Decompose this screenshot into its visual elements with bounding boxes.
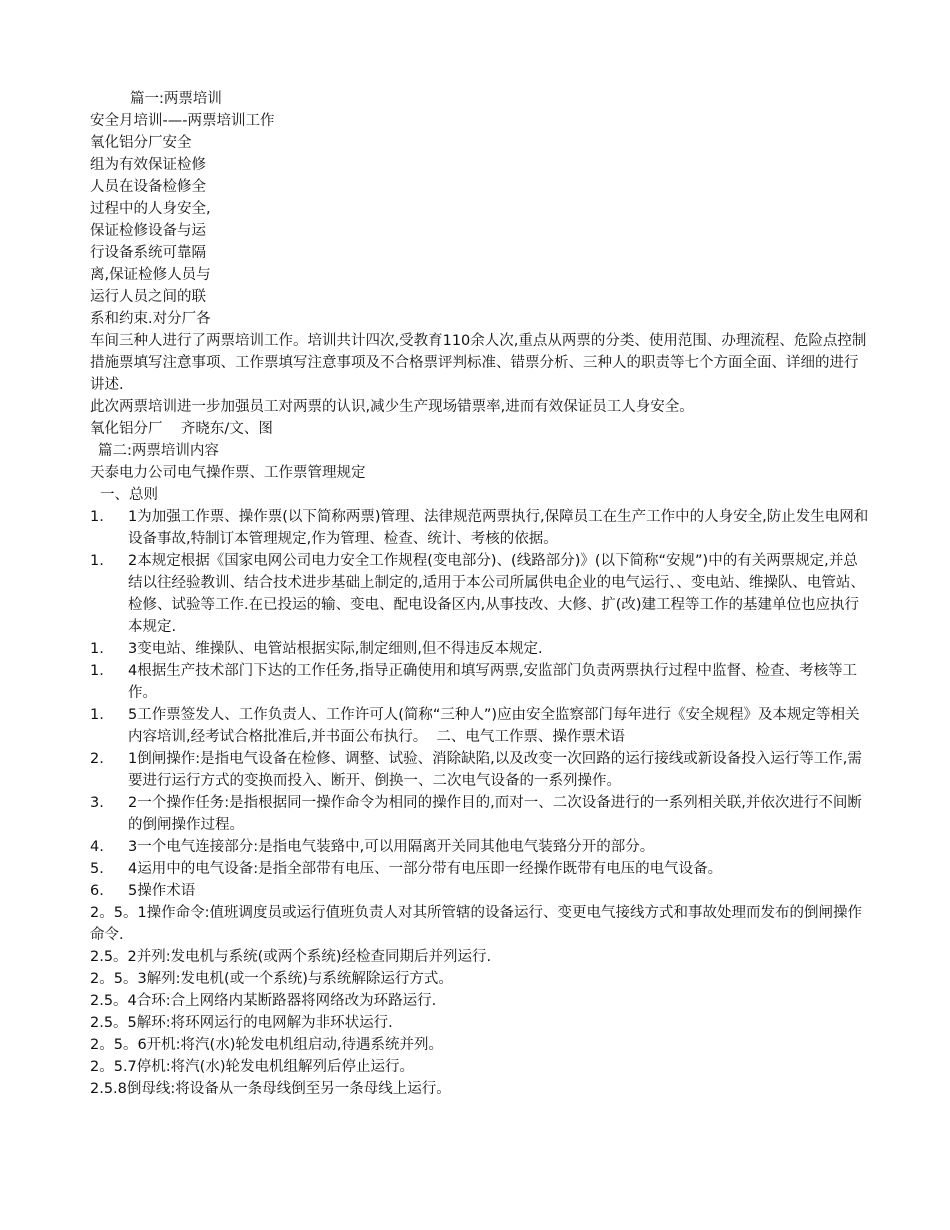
term-line: 2。5。6开机:将汽(水)轮发电机组启动,待遇系统并列。 — [90, 1037, 443, 1053]
list-item — [90, 506, 870, 550]
item-number: 3. — [90, 795, 104, 811]
part1-line: 系和约束.对分厂各 — [90, 311, 211, 327]
part1-paragraph: 此次两票培训进一步加强员工对两票的认识,减少生产现场错票率,进而有效保证员工人身安全。 — [90, 399, 694, 415]
part2-subtitle: 天泰电力公司电气操作票、工作票管理规定 — [90, 465, 366, 481]
item-number: 1. — [90, 707, 104, 723]
part1-line: 人员在设备检修全 — [90, 179, 206, 195]
list-item — [90, 638, 870, 660]
item-text: 2本规定根据《国家电网公司电力安全工作规程(变电部分)、(线路部分)》(以下简称“安规”)中的有关两票规定,并总结以往经验教训、结合技术进步基础上制定的,适用于本公司所属供电企业的电气运行、、变电站、维操队、电管站、检修、试验等工作.在已投运的输、变电、配电设备区内,从事技改、大修、扩(改)建工程等工作的基建单位也应执行本规定. — [128, 553, 865, 635]
item-text: 4根据生产技术部门下达的工作任务,指导正确使用和填写两票,安监部门负责两票执行过程中监督、检查、考核等工作。 — [128, 663, 857, 701]
term-line: 2。5。3解列:发电机(或一个系统)与系统解除运行方式。 — [90, 971, 453, 987]
part1-line: 离,保证检修人员与 — [90, 267, 211, 283]
term-line: 2.5。2并列:发电机与系统(或两个系统)经检查同期后并列运行. — [90, 949, 492, 965]
part1-title: 篇一:两票培训 — [130, 91, 222, 107]
item-text: 1倒闸操作:是指电气设备在检修、调整、试验、消除缺陷,以及改变一次回路的运行接线或新设备投入运行等工作,需要进行运行方式的变换而投入、断开、倒换一、二次电气设备的一系列操作。 — [128, 751, 862, 789]
part1-paragraph: 车间三种人进行了两票培训工作。培训共计四次,受教育110余人次,重点从两票的分类、使用范围、办理流程、危险点控制措施票填写注意事项、工作票填写注意事项及不合格票评判标准、错票分析、三种人的职责等七个方面全面、详细的进行讲述. — [90, 333, 867, 393]
item-number: 2. — [90, 751, 104, 767]
item-number: 1. — [90, 509, 104, 525]
list-item — [90, 748, 870, 792]
item-text: 1为加强工作票、操作票(以下简称两票)管理、法律规范两票执行,保障员工在生产工作中的人身安全,防止发生电网和设备事故,特制订本管理规定,作为管理、检查、统计、考核的依据。 — [128, 509, 869, 547]
list-item — [90, 704, 870, 748]
part1-line: 行设备系统可靠隔 — [90, 245, 206, 261]
document-page — [90, 88, 870, 1100]
list-item — [90, 858, 870, 880]
list-item — [90, 880, 870, 902]
part1-line: 过程中的人身安全, — [90, 201, 211, 217]
term-line: 2。5。1操作命令:值班调度员或运行值班负责人对其所管辖的设备运行、变更电气接线方式和事故处理而发布的倒闸操作命令. — [90, 905, 863, 943]
section-heading: 一、总则 — [100, 487, 158, 503]
list-item — [90, 550, 870, 638]
item-number: 6. — [90, 883, 104, 899]
part1-line: 组为有效保证检修 — [90, 157, 206, 173]
term-line: 2.5。5解环:将环网运行的电网解为非环状运行. — [90, 1015, 393, 1031]
part1-byline: 氧化铝分厂 齐晓东/文、图 — [90, 421, 273, 437]
item-text: 3变电站、维操队、电管站根据实际,制定细则,但不得违反本规定. — [128, 641, 543, 657]
list-item — [90, 836, 870, 858]
part1-line: 运行人员之间的联 — [90, 289, 206, 305]
list-item — [90, 660, 870, 704]
part1-line: 保证检修设备与运 — [90, 223, 206, 239]
item-number: 1. — [90, 663, 104, 679]
item-number: 1. — [90, 553, 104, 569]
item-number: 1. — [90, 641, 104, 657]
list-item — [90, 792, 870, 836]
part2-title: 篇二:两票培训内容 — [98, 443, 219, 459]
item-text: 2一个操作任务:是指根据同一操作命令为相同的操作目的,而对一、二次设备进行的一系列相关联,并依次进行不间断的倒闸操作过程。 — [128, 795, 862, 833]
term-line: 2.5.8倒母线:将设备从一条母线倒至另一条母线上运行。 — [90, 1081, 451, 1097]
term-line: 2.5。4合环:合上网络内某断路器将网络改为环路运行. — [90, 993, 437, 1009]
item-text: 5工作票签发人、工作负责人、工作许可人(简称“三种人”)应由安全监察部门每年进行《安全规程》及本规定等相关内容培训,经考试合格批准后,并书面公布执行。 二、电气工作票、操作票术语 — [128, 707, 860, 745]
term-line: 2。5.7停机:将汽(水)轮发电机组解列后停止运行。 — [90, 1059, 414, 1075]
part1-line: 氧化铝分厂安全 — [90, 135, 192, 151]
item-text: 4运用中的电气设备:是指全部带有电压、一部分带有电压即一经操作既带有电压的电气设备。 — [128, 861, 723, 877]
item-number: 5. — [90, 861, 104, 877]
item-text: 3一个电气连接部分:是指电气装臵中,可以用隔离开关同其他电气装臵分开的部分。 — [128, 839, 655, 855]
item-text: 5操作术语 — [128, 883, 196, 899]
part1-line: 安全月培训-—-两票培训工作 — [90, 113, 275, 129]
item-number: 4. — [90, 839, 104, 855]
